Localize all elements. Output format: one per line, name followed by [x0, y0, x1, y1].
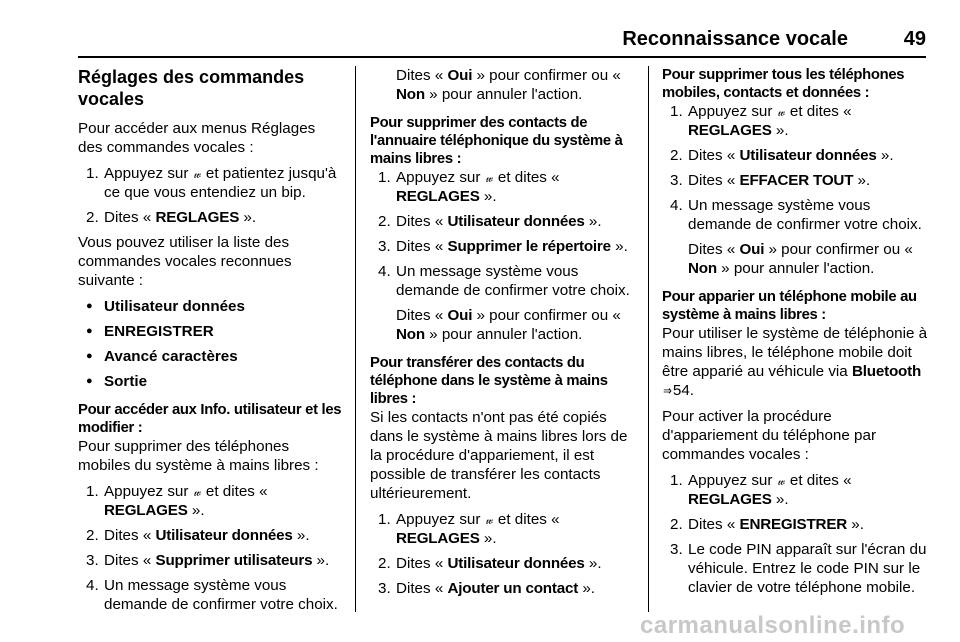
voice-command-icon: 𝓌	[777, 104, 785, 119]
subheading: Pour apparier un téléphone mobile au système à mains libres :	[662, 289, 917, 323]
list-item: 2. Dites « ENREGISTRER ».	[670, 516, 864, 533]
list-item: 1. Appuyez sur 𝓌 et dites « REGLAGES ».	[670, 103, 852, 139]
list-item: 4. Un message système vous demande de confirmer votre choix. Dites « Oui » pour confirmer ou « Non » pour annuler l'action.	[370, 262, 634, 344]
list-item: 1. Appuyez sur 𝓌 et dites « REGLAGES ».	[378, 169, 560, 205]
paragraph: Pour utiliser le système de téléphonie à mains libres, le téléphone mobile doit être apparié au véhicule via Bluetooth ⇒54.	[662, 325, 928, 399]
list-item: 3. Dites « Ajouter un contact ».	[378, 580, 595, 597]
list-item: 2. Dites « REGLAGES ».	[86, 209, 257, 226]
list-item: 2. Dites « Utilisateur données ».	[670, 147, 894, 164]
page-header	[78, 24, 926, 58]
command-list	[78, 297, 342, 391]
chapter-title: Reconnaissance vocale	[622, 28, 848, 50]
list-item: 2. Dites « Utilisateur données ».	[378, 213, 602, 230]
list-item: 3. Le code PIN apparaît sur l'écran du véhicule. Entrez le code PIN sur le clavier de votre téléphone mobile.	[670, 541, 927, 596]
paragraph: Pour supprimer des téléphones mobiles du système à mains libres :	[78, 438, 319, 474]
step-list	[662, 471, 928, 597]
list-item: 2. Dites « Utilisateur données ».	[378, 555, 602, 572]
list-item: 1. Appuyez sur 𝓌 et patientez jusqu'à ce que vous entendiez un bip.	[86, 165, 337, 201]
step-list	[78, 482, 342, 614]
list-item: 3. Dites « Supprimer utilisateurs ».	[86, 552, 330, 569]
watermark: carmanualsonline.info	[640, 612, 906, 639]
voice-command-icon: 𝓌	[193, 166, 201, 181]
step-list	[78, 164, 342, 227]
section-heading: Réglages des commandes vocales	[78, 67, 305, 109]
voice-command-icon: 𝓌	[485, 512, 493, 527]
list-item: ● Sortie	[78, 372, 342, 391]
subheading: Pour supprimer tous les téléphones mobiles, contacts et données :	[662, 67, 905, 101]
column-divider	[355, 66, 356, 612]
paragraph: Si les contacts n'ont pas été copiés dans le système à mains libres lors de la procédure d'appariement, il est possible de transférer les contacts ultérieurement.	[370, 409, 628, 502]
page-reference-icon: ⇒	[663, 383, 672, 398]
subheading: Pour supprimer des contacts de l'annuaire téléphonique du système à mains libres :	[370, 115, 623, 167]
step-list	[662, 102, 928, 278]
column-divider	[648, 66, 649, 612]
step-list	[370, 510, 634, 598]
list-item: 4. Un message système vous demande de confirmer votre choix. Dites « Oui » pour confirmer ou « Non » pour annuler l'action.	[662, 196, 928, 278]
column-2	[370, 66, 634, 604]
list-item: 4. Un message système vous demande de confirmer votre choix.	[86, 577, 338, 613]
voice-command-icon: 𝓌	[485, 170, 493, 185]
column-3	[662, 66, 928, 603]
confirm-instruction: Dites « Oui » pour confirmer ou « Non » pour annuler l'action.	[396, 67, 621, 103]
list-item: 3. Dites « EFFACER TOUT ».	[670, 172, 871, 189]
paragraph: Pour accéder aux menus Réglages des commandes vocales :	[78, 120, 316, 156]
subheading: Pour transférer des contacts du téléphone dans le système à mains libres :	[370, 355, 608, 407]
column-1	[78, 66, 342, 620]
voice-command-icon: 𝓌	[193, 484, 201, 499]
voice-command-icon: 𝓌	[777, 473, 785, 488]
paragraph: Pour activer la procédure d'appariement du téléphone par commandes vocales :	[662, 408, 876, 463]
list-item: 1. Appuyez sur 𝓌 et dites « REGLAGES ».	[378, 511, 560, 547]
subheading: Pour accéder aux Info. utilisateur et les modifier :	[78, 402, 342, 436]
list-item: 1. Appuyez sur 𝓌 et dites « REGLAGES ».	[670, 472, 852, 508]
step-list	[370, 168, 634, 344]
list-item: ● ENREGISTRER	[78, 322, 342, 341]
list-item: 3. Dites « Supprimer le répertoire ».	[378, 238, 628, 255]
list-item: 2. Dites « Utilisateur données ».	[86, 527, 310, 544]
page-number: 49	[903, 28, 926, 50]
list-item: ● Avancé caractères	[78, 347, 342, 366]
confirm-instruction: Dites « Oui » pour confirmer ou « Non » pour annuler l'action.	[396, 307, 621, 343]
confirm-instruction: Dites « Oui » pour confirmer ou « Non » pour annuler l'action.	[688, 241, 913, 277]
paragraph: Vous pouvez utiliser la liste des commandes vocales reconnues suivante :	[78, 234, 292, 289]
list-item: ● Utilisateur données	[78, 297, 342, 316]
bluetooth-link[interactable]: Bluetooth	[851, 363, 922, 380]
list-item: 1. Appuyez sur 𝓌 et dites « REGLAGES ».	[86, 483, 268, 519]
